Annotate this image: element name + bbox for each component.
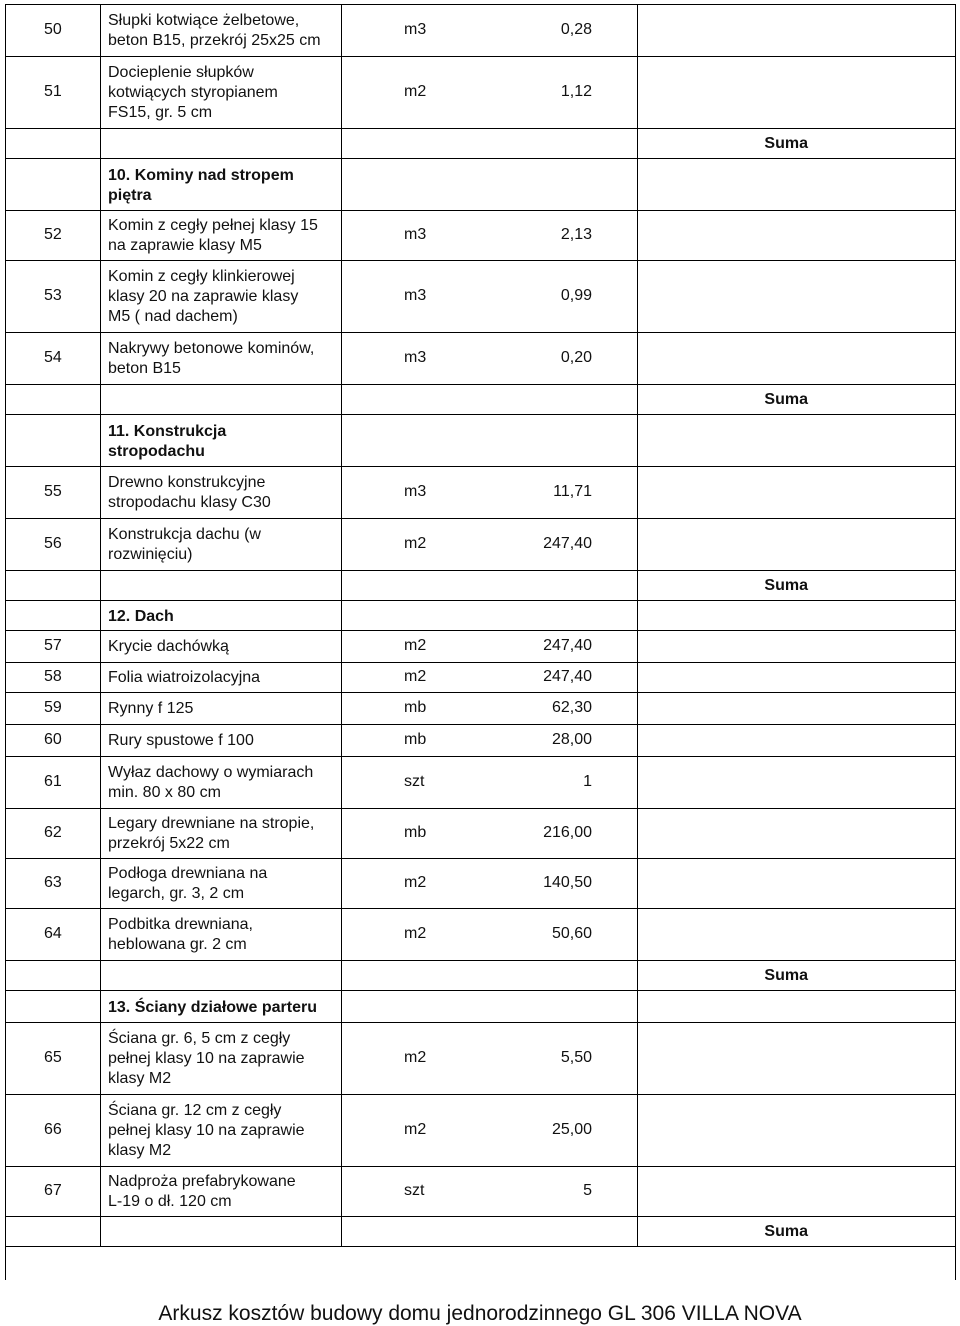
item-description: Rynny f 125 (108, 700, 194, 717)
column-line (341, 518, 342, 570)
column-line (100, 692, 101, 724)
column-line (100, 210, 101, 260)
column-line (637, 128, 638, 158)
column-line (100, 332, 101, 384)
row-number: 54 (44, 349, 62, 366)
column-line (637, 808, 638, 858)
column-line (100, 414, 101, 466)
item-description: Legary drewniane na stropie, (108, 815, 315, 832)
column-line (341, 1216, 342, 1246)
column-line (341, 4, 342, 56)
column-line (637, 4, 638, 56)
item-description: legarch, gr. 3, 2 cm (108, 885, 245, 902)
item-description: Podbitka drewniana, (108, 916, 253, 933)
row-line (5, 384, 956, 385)
item-description: rozwinięciu) (108, 546, 193, 563)
unit: m2 (404, 1049, 427, 1066)
item-description: Drewno konstrukcyjne (108, 474, 266, 491)
row-line (5, 1246, 956, 1247)
item-description: beton B15, przekrój 25x25 cm (108, 32, 321, 49)
column-line (637, 960, 638, 990)
column-line (100, 260, 101, 332)
page-footer: Arkusz kosztów budowy domu jednorodzinnego GL 306 VILLA NOVA (158, 1302, 802, 1325)
column-line (341, 1022, 342, 1094)
sum-label: Suma (764, 577, 808, 594)
column-line (341, 128, 342, 158)
column-line (100, 808, 101, 858)
quantity: 50,60 (551, 925, 592, 942)
quantity: 1,12 (560, 83, 592, 100)
column-line (100, 518, 101, 570)
column-line (637, 1094, 638, 1166)
column-line (341, 724, 342, 756)
row-number: 58 (44, 668, 62, 685)
sum-label: Suma (764, 391, 808, 408)
item-description: przekrój 5x22 cm (108, 835, 230, 852)
unit: m2 (404, 668, 427, 685)
quantity: 0,99 (560, 287, 592, 304)
unit: m2 (404, 874, 427, 891)
column-line (100, 724, 101, 756)
column-line (637, 260, 638, 332)
section-heading: 11. Konstrukcja (108, 423, 227, 440)
column-line (637, 570, 638, 600)
item-description: klasy 20 na zaprawie klasy (108, 288, 299, 305)
column-line (637, 518, 638, 570)
row-line (5, 518, 956, 519)
unit: szt (404, 773, 425, 790)
item-description: Ściana gr. 12 cm z cegły (108, 1102, 282, 1119)
column-line (637, 466, 638, 518)
column-line (100, 56, 101, 128)
quantity: 1 (583, 773, 592, 790)
section-heading: 13. Ściany działowe parteru (108, 999, 317, 1016)
column-line (637, 630, 638, 662)
row-line (5, 1166, 956, 1167)
column-line (637, 908, 638, 960)
column-line (100, 908, 101, 960)
item-description: klasy M2 (108, 1070, 172, 1087)
section-heading: piętra (108, 187, 152, 204)
row-line (5, 662, 956, 663)
row-number: 55 (44, 483, 62, 500)
row-number: 67 (44, 1182, 62, 1199)
quantity: 247,40 (543, 535, 592, 552)
item-description: Podłoga drewniana na (108, 865, 268, 882)
table-border-left-tail (5, 4, 6, 1280)
row-line (5, 260, 956, 261)
quantity: 0,20 (560, 349, 592, 366)
quantity: 2,13 (560, 226, 592, 243)
item-description: beton B15 (108, 360, 181, 377)
section-heading: 12. Dach (108, 608, 174, 625)
quantity: 247,40 (543, 637, 592, 654)
column-line (100, 570, 101, 600)
column-line (637, 158, 638, 210)
column-line (100, 756, 101, 808)
row-line (5, 332, 956, 333)
column-line (637, 600, 638, 630)
item-description: L-19 o dł. 120 cm (108, 1193, 232, 1210)
column-line (341, 260, 342, 332)
row-number: 60 (44, 731, 62, 748)
unit: m3 (404, 483, 427, 500)
column-line (341, 858, 342, 908)
item-description: Rury spustowe f 100 (108, 732, 254, 749)
column-line (341, 630, 342, 662)
unit: mb (404, 731, 427, 748)
sum-label: Suma (764, 967, 808, 984)
item-description: Ściana gr. 6, 5 cm z cegły (108, 1030, 291, 1047)
column-line (100, 630, 101, 662)
column-line (341, 662, 342, 692)
item-description: kotwiących styropianem (108, 84, 278, 101)
row-number: 56 (44, 535, 62, 552)
item-description: Nakrywy betonowe kominów, (108, 340, 315, 357)
column-line (100, 858, 101, 908)
column-line (100, 1022, 101, 1094)
column-line (100, 466, 101, 518)
item-description: Krycie dachówką (108, 638, 229, 655)
unit: m2 (404, 83, 427, 100)
row-line (5, 1022, 956, 1023)
unit: m3 (404, 226, 427, 243)
row-line (5, 1216, 956, 1217)
column-line (341, 756, 342, 808)
column-line (100, 1094, 101, 1166)
unit: m2 (404, 925, 427, 942)
column-line (637, 692, 638, 724)
column-line (637, 1216, 638, 1246)
item-description: pełnej klasy 10 na zaprawie (108, 1122, 305, 1139)
column-line (100, 1166, 101, 1216)
section-heading: stropodachu (108, 443, 205, 460)
quantity: 28,00 (551, 731, 592, 748)
column-line (341, 1094, 342, 1166)
column-line (637, 724, 638, 756)
quantity: 140,50 (543, 874, 592, 891)
quantity: 5,50 (560, 1049, 592, 1066)
row-number: 59 (44, 699, 62, 716)
item-description: Wyłaz dachowy o wymiarach (108, 764, 314, 781)
row-line (5, 724, 956, 725)
column-line (637, 1166, 638, 1216)
column-line (637, 1022, 638, 1094)
row-line (5, 858, 956, 859)
column-line (341, 1166, 342, 1216)
column-line (341, 808, 342, 858)
item-description: pełnej klasy 10 na zaprawie (108, 1050, 305, 1067)
row-number: 65 (44, 1049, 62, 1066)
item-description: Komin z cegły klinkierowej (108, 268, 295, 285)
item-description: min. 80 x 80 cm (108, 784, 221, 801)
quantity: 62,30 (551, 699, 592, 716)
table-border-right (955, 4, 956, 1280)
column-line (100, 600, 101, 630)
column-line (341, 990, 342, 1022)
column-line (100, 960, 101, 990)
unit: m3 (404, 287, 427, 304)
row-line (5, 570, 956, 571)
row-number: 64 (44, 925, 62, 942)
row-number: 52 (44, 226, 62, 243)
quantity: 25,00 (551, 1121, 592, 1138)
column-line (100, 158, 101, 210)
row-line (5, 1094, 956, 1095)
column-line (341, 692, 342, 724)
row-line (5, 56, 956, 57)
sum-label: Suma (764, 135, 808, 152)
column-line (637, 210, 638, 260)
column-line (341, 210, 342, 260)
column-line (341, 158, 342, 210)
column-line (637, 384, 638, 414)
row-line (5, 630, 956, 631)
quantity: 0,28 (560, 21, 592, 38)
row-line (5, 692, 956, 693)
column-line (637, 858, 638, 908)
column-line (100, 128, 101, 158)
item-description: M5 ( nad dachem) (108, 308, 238, 325)
row-line (5, 908, 956, 909)
column-line (637, 756, 638, 808)
row-number: 61 (44, 773, 62, 790)
column-line (100, 662, 101, 692)
item-description: heblowana gr. 2 cm (108, 936, 247, 953)
item-description: Konstrukcja dachu (w (108, 526, 261, 543)
column-line (100, 4, 101, 56)
row-number: 66 (44, 1121, 62, 1138)
item-description: FS15, gr. 5 cm (108, 104, 213, 121)
quantity: 5 (583, 1182, 592, 1199)
unit: m3 (404, 21, 427, 38)
column-line (341, 414, 342, 466)
item-description: Nadproża prefabrykowane (108, 1173, 296, 1190)
column-line (341, 600, 342, 630)
unit: szt (404, 1182, 425, 1199)
unit: m2 (404, 637, 427, 654)
row-line (5, 808, 956, 809)
row-line (5, 4, 956, 5)
item-description: klasy M2 (108, 1142, 172, 1159)
row-line (5, 960, 956, 961)
column-line (637, 332, 638, 384)
unit: m2 (404, 535, 427, 552)
row-number: 51 (44, 83, 62, 100)
row-line (5, 990, 956, 991)
item-description: Słupki kotwiące żelbetowe, (108, 12, 300, 29)
row-line (5, 414, 956, 415)
row-number: 63 (44, 874, 62, 891)
row-number: 50 (44, 21, 62, 38)
row-number: 62 (44, 824, 62, 841)
row-line (5, 466, 956, 467)
item-description: Folia wiatroizolacyjna (108, 669, 261, 686)
column-line (100, 1216, 101, 1246)
item-description: na zaprawie klasy M5 (108, 237, 262, 254)
column-line (341, 570, 342, 600)
item-description: Komin z cegły pełnej klasy 15 (108, 217, 318, 234)
unit: mb (404, 824, 427, 841)
section-heading: 10. Kominy nad stropem (108, 167, 294, 184)
column-line (341, 56, 342, 128)
column-line (100, 990, 101, 1022)
row-line (5, 128, 956, 129)
row-number: 57 (44, 637, 62, 654)
row-number: 53 (44, 287, 62, 304)
column-line (637, 990, 638, 1022)
quantity: 247,40 (543, 668, 592, 685)
column-line (100, 384, 101, 414)
sum-label: Suma (764, 1223, 808, 1240)
item-description: Docieplenie słupków (108, 64, 254, 81)
column-line (341, 960, 342, 990)
item-description: stropodachu klasy C30 (108, 494, 271, 511)
column-line (341, 332, 342, 384)
unit: m2 (404, 1121, 427, 1138)
unit: mb (404, 699, 427, 716)
row-line (5, 158, 956, 159)
row-line (5, 600, 956, 601)
column-line (637, 414, 638, 466)
row-line (5, 210, 956, 211)
column-line (637, 662, 638, 692)
row-line (5, 756, 956, 757)
unit: m3 (404, 349, 427, 366)
column-line (341, 908, 342, 960)
quantity: 11,71 (553, 483, 592, 500)
column-line (637, 56, 638, 128)
column-line (341, 466, 342, 518)
column-line (341, 384, 342, 414)
quantity: 216,00 (543, 824, 592, 841)
